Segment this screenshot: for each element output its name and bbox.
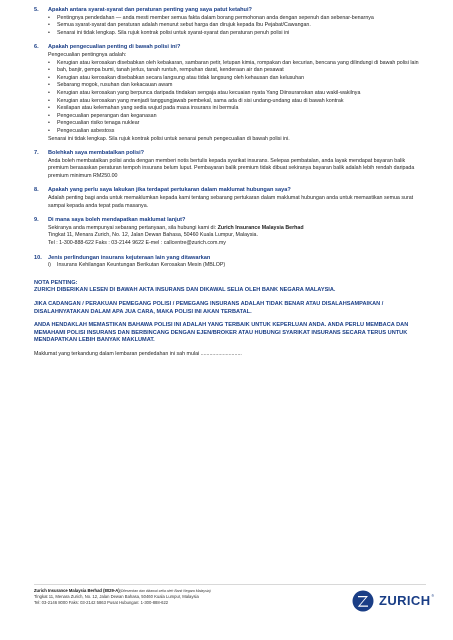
- list-item: • Kerugian atau kerosakan yang berpunca daripada tindakan sengaja atau kecuaian nyata Yang Diinsuranskan atau wakil-wakilnya: [48, 89, 361, 96]
- registered-mark: ®: [431, 594, 435, 599]
- section-heading: [34, 217, 426, 225]
- section-body: [34, 52, 426, 143]
- list-item: i) Insurans Kehilangan Keuntungan Berikutan Kerosakan Mesin (MBLOP): [48, 262, 226, 269]
- section-heading: [34, 7, 426, 15]
- section-heading: [34, 187, 426, 195]
- section-body: [34, 225, 426, 248]
- validity-statement: Maklumat yang terkandung dalam lembaran pendedahan ini sah mulai ............................: [34, 350, 242, 357]
- contact-details: Tel : 1-300-888-622 Faks : 03-2144 9622 E-mel : callcentre@zurich.com.my: [48, 240, 226, 247]
- section-number: 8.: [34, 187, 39, 194]
- section-body: [34, 262, 426, 270]
- section-10: [34, 255, 426, 270]
- section-number: 5.: [34, 7, 39, 13]
- note-void-policy: JIKA CADANGAN / PERAKUAN PEMEGANG POLISI / PEMEGANG INSURANS ADALAH TIDAK BENAR ATAU DISALAHSAMPAIKAN / DISALAHNYATAKAN DALAM APA JUA CARA, MAKA POLISI INI AKAN TERBATAL.: [34, 301, 384, 315]
- list-item: • Senarai ini tidak lengkap. Sila rujuk kontrak polisi untuk syarat-syarat dan peraturan penuh polisi ini: [48, 29, 290, 36]
- note-suitability: ANDA HENDAKLAH MEMASTIKAN BAHAWA POLISI INI ADALAH YANG TERBAIK UNTUK KEPERLUAN ANDA. ANDA PERLU MEMBACA DAN MEMAHAMI POLISI INSURANS DAN BERBINCANG DENGAN EJEN/BROKER ATAU HUBUNGI SYARIKAT INSURANS SECARA TERUS UNTUK MENDAPATKAN LEBIH BANYAK MAKLUMAT.: [34, 322, 409, 344]
- list-item: • bah, banjir, gempa bumi, tanah jerlus, tanah runtuh, rempuhan darat, kenderaan air dan pesawat: [48, 67, 284, 74]
- section-intro: Pengecualian pentingnya adalah:: [48, 51, 127, 58]
- footer-contact: Tel: 03-2146 8000 Faks: 03-2142 5863 Pusat Hubungan: 1-300-888-622: [34, 600, 169, 605]
- list-item: • Pengecualian peperangan dan keganasan: [48, 112, 157, 119]
- section-outro: Senarai ini tidak lengkap. Sila rujuk kontrak polisi untuk senarai penuh pengecualian di bawah polisi ini.: [48, 135, 290, 142]
- list-item: • Pentingnya pendedahan — anda mesti member semua fakta dalam borang permohonan anda dengan sepenuh dan sebenar-benarnya: [48, 14, 374, 21]
- section-text: Adalah penting bagi anda untuk memaklumkan kepada kami tentang sebarang pertukaran dalam maklumat hubungan anda untuk memastikan semua surat sampai kepada anda tepat pada masanya.: [48, 195, 414, 209]
- section-title: Bolehkah saya membatalkan polisi?: [48, 150, 145, 157]
- footer: [34, 588, 334, 606]
- contact-address: Tingkat 11, Menara Zurich, No. 12, Jalan Dewan Bahasa, 50460 Kuala Lumpur, Malaysia.: [48, 232, 258, 239]
- note-licence: ZURICH DIBERIKAN LESEN DI BAWAH AKTA INSURANS DAN DIKAWAL SELIA OLEH BANK NEGARA MALAYSIA.: [34, 287, 336, 294]
- section-title: Apakah antara syarat-syarat dan peraturan penting yang saya patut ketahui?: [48, 7, 252, 13]
- list-item: • Pengecualian risiko tenaga nuklear: [48, 120, 140, 127]
- zurich-logo: [352, 590, 433, 612]
- list-item: • Sebarang mogok, rusuhan dan kekacauan awam: [48, 82, 173, 89]
- section-title: Di mana saya boleh mendapatkan maklumat lanjut?: [48, 217, 186, 224]
- page-content: [34, 7, 426, 359]
- section-text: Anda boleh membatalkan polisi anda dengan memberi notis bertulis kepada syarikat insurans. Selepas pembatalan, anda layak mendapat bayaran balik premium berasaskan peraturan tempoh insurans belum luput. Pembayaran balik premium tidak dibuat sekiranya bayaran balik adalah lebih rendah daripada premium minimum RM250.00: [48, 157, 415, 179]
- section-6: [34, 44, 426, 143]
- list-item: • Semua syarat-syarat dan peraturan adalah menurut sebut harga dan dirujuk kepada Ibu Pejabat/Cawangan.: [48, 22, 311, 29]
- section-number: 10.: [34, 254, 42, 261]
- notes-label: NOTA PENTING:: [34, 279, 78, 286]
- section-title: Apakah pengecualian penting di bawah polisi ini?: [48, 44, 181, 51]
- list-item: • Kerugian atau kerosakan yang menjadi tanggungjawab pembekal, sama ada di sisi undang-undang atau di bawah kontrak: [48, 97, 344, 104]
- section-body: [34, 15, 426, 38]
- footer-address: Tingkat 11, Menara Zurich, No. 12, Jalan Dewan Bahasa, 50460 Kuala Lumpur, Malaysia: [34, 594, 199, 599]
- company-name: Zurich Insurance Malaysia Berhad: [217, 224, 304, 231]
- section-8: [34, 187, 426, 210]
- list-item: • Kesilapan atau kelemahan yang sedia wujud pada masa insurans ini bermula: [48, 105, 239, 112]
- section-number: 9.: [34, 217, 39, 224]
- footer-divider: [34, 584, 426, 585]
- section-heading: [34, 150, 426, 158]
- section-9: [34, 217, 426, 247]
- section-7: [34, 150, 426, 180]
- section-number: 6.: [34, 44, 39, 51]
- section-heading: [34, 255, 426, 263]
- list-item: • Pengecualian asbestoss: [48, 127, 115, 134]
- section-heading: [34, 44, 426, 52]
- section-title: Apakah yang perlu saya lakukan jika terdapat pertukaran dalam maklumat hubungan saya?: [48, 187, 291, 194]
- section-title: Jenis perlindungan insurans kejuteraan lain yang ditawarkan: [48, 254, 211, 261]
- contact-intro: Sekiranya anda mempunyai sebarang pertanyaan, sila hubungi kami di: Zurich Insurance Malaysia Berhad: [48, 224, 304, 231]
- list-item: • Kerugian atau kerosakan disebabkan secara langsung atau tidak langsung oleh kehausan dan kelusuhan: [48, 74, 305, 81]
- list-item: • Kerugian atau kerosakan disebabkan oleh kebakaran, sambaran petir, letupan kimia, rompakan dan kecurian, bencana yang dilindungi di bawah polisi lain: [48, 59, 419, 66]
- brand-name: ZURICH: [379, 593, 431, 609]
- section-number: 7.: [34, 150, 39, 157]
- section-5: [34, 7, 426, 37]
- zurich-z-icon: [352, 590, 374, 612]
- footer-company: Zurich Insurance Malaysia Berhad (8029-A)(Dilesenkan dan dikawal selia oleh Bank Negara Malaysia): [34, 588, 211, 593]
